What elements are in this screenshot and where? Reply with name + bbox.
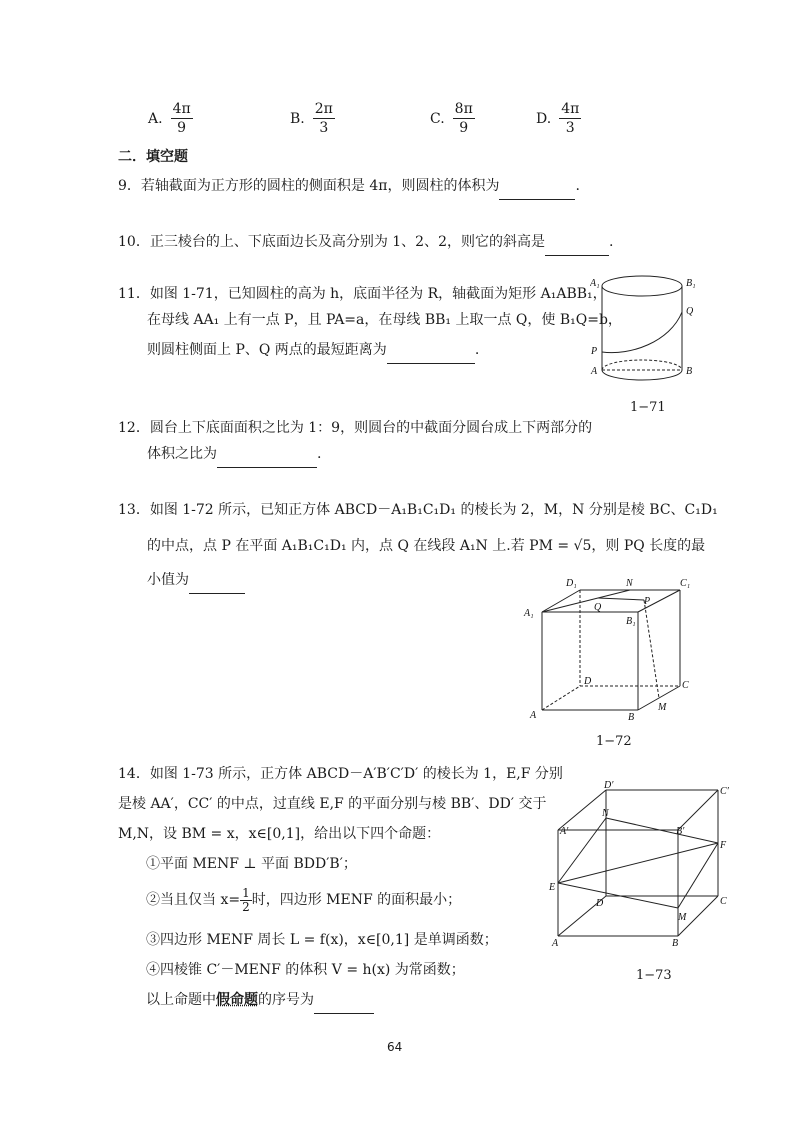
label-a: A	[530, 710, 537, 721]
proposition-4: ④四棱锥 C′－MENF 的体积 V = h(x) 为常函数；	[146, 962, 465, 978]
edge-apdp	[558, 790, 606, 830]
label-c1: C₁	[680, 578, 691, 589]
option-fraction	[171, 100, 193, 137]
option-fraction	[453, 100, 475, 137]
question-11-line-1: 11．如图 1-71，已知圆柱的高为 h，底面半径为 R，轴截面为矩形 A₁ABB₁，	[118, 286, 607, 302]
question-13-line-3	[147, 566, 245, 594]
question-text: 以上命题中	[146, 992, 216, 1008]
page-number: 64	[387, 1040, 403, 1054]
figure-1-72	[520, 572, 700, 724]
bottom-ellipse-front	[602, 370, 682, 380]
top-ellipse	[602, 276, 682, 296]
fraction-numerator: 8π	[454, 101, 473, 117]
label-d: D	[584, 676, 592, 687]
edge-bpcp	[678, 790, 718, 830]
fraction-denominator: 9	[177, 120, 187, 136]
question-14-last-line	[146, 986, 374, 1014]
label-p: P	[591, 346, 598, 357]
label-b-prime: B′	[676, 826, 685, 837]
question-12-line-2: 体积之比为 .	[147, 440, 321, 468]
question-11-line-2: 在母线 AA₁ 上有一点 P，且 PA=a，在母线 BB₁ 上取一点 Q，使 B₁Q=b，	[147, 312, 622, 328]
option-c	[430, 100, 475, 137]
answer-blank	[189, 577, 245, 594]
option-fraction	[313, 100, 335, 137]
question-10: 10．正三棱台的上、下底面边长及高分别为 1、2、2，则它的斜高是 .	[118, 228, 613, 256]
option-fraction	[559, 100, 581, 137]
question-13-line-1: 13．如图 1-72 所示，已知正方体 ABCD－A₁B₁C₁D₁ 的棱长为 2，M，N 分别是棱 BC、C₁D₁	[118, 502, 718, 518]
answer-blank	[217, 451, 317, 468]
segment-a1n	[542, 590, 630, 612]
question-14-line-3: M,N，设 BM = x，x∈[0,1]，给出以下四个命题：	[118, 826, 441, 842]
segment-ef	[558, 843, 718, 883]
proposition-1: ①平面 MENF ⊥ 平面 BDD′B′；	[146, 856, 357, 872]
label-m: M	[658, 702, 667, 713]
label-e: E	[549, 882, 556, 893]
figure-1-71	[590, 264, 700, 386]
fraction-denominator: 9	[459, 120, 469, 136]
question-9: 9．若轴截面为正方形的圆柱的侧面积是 4π，则圆柱的体积为 .	[118, 172, 580, 200]
label-a: A	[591, 366, 598, 377]
figure-1-73	[548, 780, 744, 952]
figure-caption: 1−71	[630, 400, 666, 415]
label-q: Q	[594, 602, 602, 613]
fraction-numerator: 4π	[172, 101, 191, 117]
label-q: Q	[686, 306, 694, 317]
label-d: D	[596, 898, 604, 909]
label-a1: A₁	[590, 278, 600, 289]
proposition-text: 时，四边形 MENF 的面积最小；	[251, 892, 462, 908]
proposition-text: ②当且仅当 x=	[146, 892, 241, 908]
label-c: C	[720, 896, 727, 907]
answer-blank	[387, 347, 475, 364]
fraction-denominator: 2	[242, 899, 250, 914]
question-text: 10．正三棱台的上、下底面边长及高分别为 1、2、2，则它的斜高是	[118, 234, 545, 250]
label-b: B	[628, 712, 635, 723]
edge-a1d1	[542, 590, 580, 612]
fraction-numerator: 1	[242, 885, 250, 900]
label-n: N	[626, 578, 633, 589]
edge-ad	[542, 686, 580, 710]
question-text: 体积之比为	[147, 446, 217, 462]
question-text: 则圆柱侧面上 P、Q 两点的最短距离为	[147, 342, 387, 358]
option-b	[290, 100, 335, 137]
label-b: B	[672, 938, 679, 949]
option-letter: B.	[290, 110, 305, 127]
option-letter: C.	[430, 110, 445, 127]
question-12-line-1: 12．圆台上下底面面积之比为 1：9，则圆台的中截面分圆台成上下两部分的	[118, 420, 593, 436]
label-c-prime: C′	[720, 786, 729, 797]
option-d	[536, 100, 581, 137]
option-letter: A.	[148, 110, 163, 127]
label-a-prime: A′	[560, 826, 569, 837]
question-11-line-3: 则圆柱侧面上 P、Q 两点的最短距离为 .	[147, 336, 479, 364]
option-a	[148, 100, 193, 137]
label-a1: A₁	[524, 608, 534, 619]
option-letter: D.	[536, 110, 552, 127]
label-n: N	[602, 808, 609, 819]
label-b1: B₁	[626, 616, 636, 627]
answer-blank	[314, 997, 374, 1014]
segment-pq	[598, 598, 644, 600]
section-title: 二．填空题	[118, 149, 188, 165]
segment-pm	[644, 600, 659, 698]
fraction-denominator: 3	[565, 120, 575, 136]
question-text: 的序号为	[258, 992, 314, 1008]
question-14-line-2: 是棱 AA′，CC′ 的中点，过直线 E,F 的平面分别与棱 BB′、DD′ 交于	[118, 796, 547, 812]
label-d1: D₁	[566, 578, 577, 589]
label-d-prime: D′	[604, 780, 614, 791]
figure-caption: 1−73	[636, 968, 672, 983]
fraction-numerator: 4π	[561, 101, 580, 117]
figure-caption: 1−72	[596, 734, 632, 749]
question-13-line-2: 的中点，点 P 在平面 A₁B₁C₁D₁ 内，点 Q 在线段 A₁N 上.若 PM = √5，则 PQ 长度的最	[147, 538, 706, 554]
answer-blank	[499, 183, 575, 200]
proposition-2	[146, 886, 461, 914]
question-text: 9．若轴截面为正方形的圆柱的侧面积是 4π，则圆柱的体积为	[118, 178, 500, 194]
label-f: F	[720, 840, 727, 851]
label-a: A	[552, 938, 559, 949]
label-c: C	[682, 680, 689, 691]
label-p: P	[644, 596, 651, 607]
inline-fraction	[240, 887, 252, 914]
proposition-3: ③四边形 MENF 周长 L = f(x)，x∈[0,1] 是单调函数；	[146, 932, 498, 948]
fraction-denominator: 3	[319, 120, 329, 136]
segment-fm	[678, 843, 718, 908]
label-b1: B₁	[686, 278, 696, 289]
answer-blank	[545, 239, 609, 256]
bottom-ellipse-back	[602, 360, 682, 370]
question-text: 小值为	[147, 572, 189, 588]
emphasis-text: 假命题	[216, 992, 258, 1008]
label-m: M	[678, 912, 687, 923]
label-b: B	[686, 366, 693, 377]
fraction-numerator: 2π	[314, 101, 333, 117]
question-14-line-1: 14．如图 1-73 所示，正方体 ABCD－A′B′C′D′ 的棱长为 1，E,F 分别	[118, 766, 563, 782]
geodesic-curve	[602, 312, 682, 353]
